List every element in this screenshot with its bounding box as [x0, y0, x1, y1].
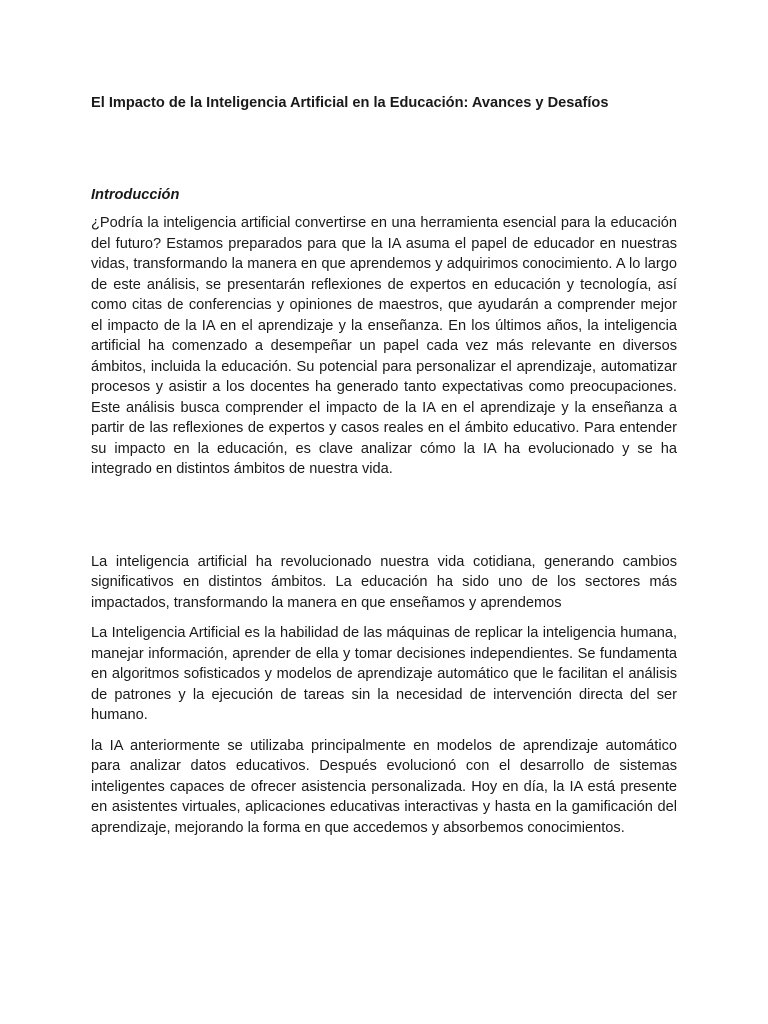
document-body	[91, 93, 677, 838]
section-heading-introduccion: Introducción	[91, 187, 180, 203]
paragraph-definition: La Inteligencia Artificial es la habilidad de las máquinas de replicar la inteligencia humana, manejar información, aprender de ella y tomar decisiones independientes. Se fundamenta en algoritmos sofisticados y modelos de aprendizaje automático que le facilitan el análisis de patrones y la ejecución de tareas sin la necesidad de intervención directa del ser humano.	[91, 625, 677, 723]
document-title: El Impacto de la Inteligencia Artificial en la Educación: Avances y Desafíos	[91, 95, 609, 111]
paragraph-evolution: la IA anteriormente se utilizaba principalmente en modelos de aprendizaje automático para analizar datos educativos. Después evolucionó con el desarrollo de sistemas inteligentes capaces de ofrecer asistencia personalizada. Hoy en día, la IA está presente en asistentes virtuales, aplicaciones educativas interactivas y hasta en la gamificación del aprendizaje, mejorando la forma en que accedemos y absorbemos conocimientos.	[91, 737, 677, 836]
paragraph-intro: ¿Podría la inteligencia artificial convertirse en una herramienta esencial para la educación del futuro? Estamos preparados para que la IA asuma el papel de educador en nuestras vidas, transformando la manera en que aprendemos y adquirimos conocimiento. A lo largo de este análisis, se presentarán reflexiones de expertos en educación y tecnología, así como citas de conferencias y opiniones de maestros, que ayudarán a comprender mejor el impacto de la IA en el aprendizaje y la enseñanza. En los últimos años, la inteligencia artificial ha comenzado a desempeñar un papel cada vez más relevante en diversos ámbitos, incluida la educación. Su potencial para personalizar el aprendizaje, automatizar procesos y asistir a los docentes ha generado tanto expectativas como preocupaciones. Este análisis busca comprender el impacto de la IA en el aprendizaje y la enseñanza a partir de las reflexiones de expertos y casos reales en el ámbito educativo. Para entender su impacto en la educación, es clave analizar cómo la IA ha evolucionado y se ha integrado en distintos ámbitos de nuestra vida.	[91, 215, 677, 477]
paragraph-revolution: La inteligencia artificial ha revolucionado nuestra vida cotidiana, generando cambios significativos en distintos ámbitos. La educación ha sido uno de los sectores más impactados, transformando la manera en que enseñamos y aprendemos	[91, 553, 677, 611]
